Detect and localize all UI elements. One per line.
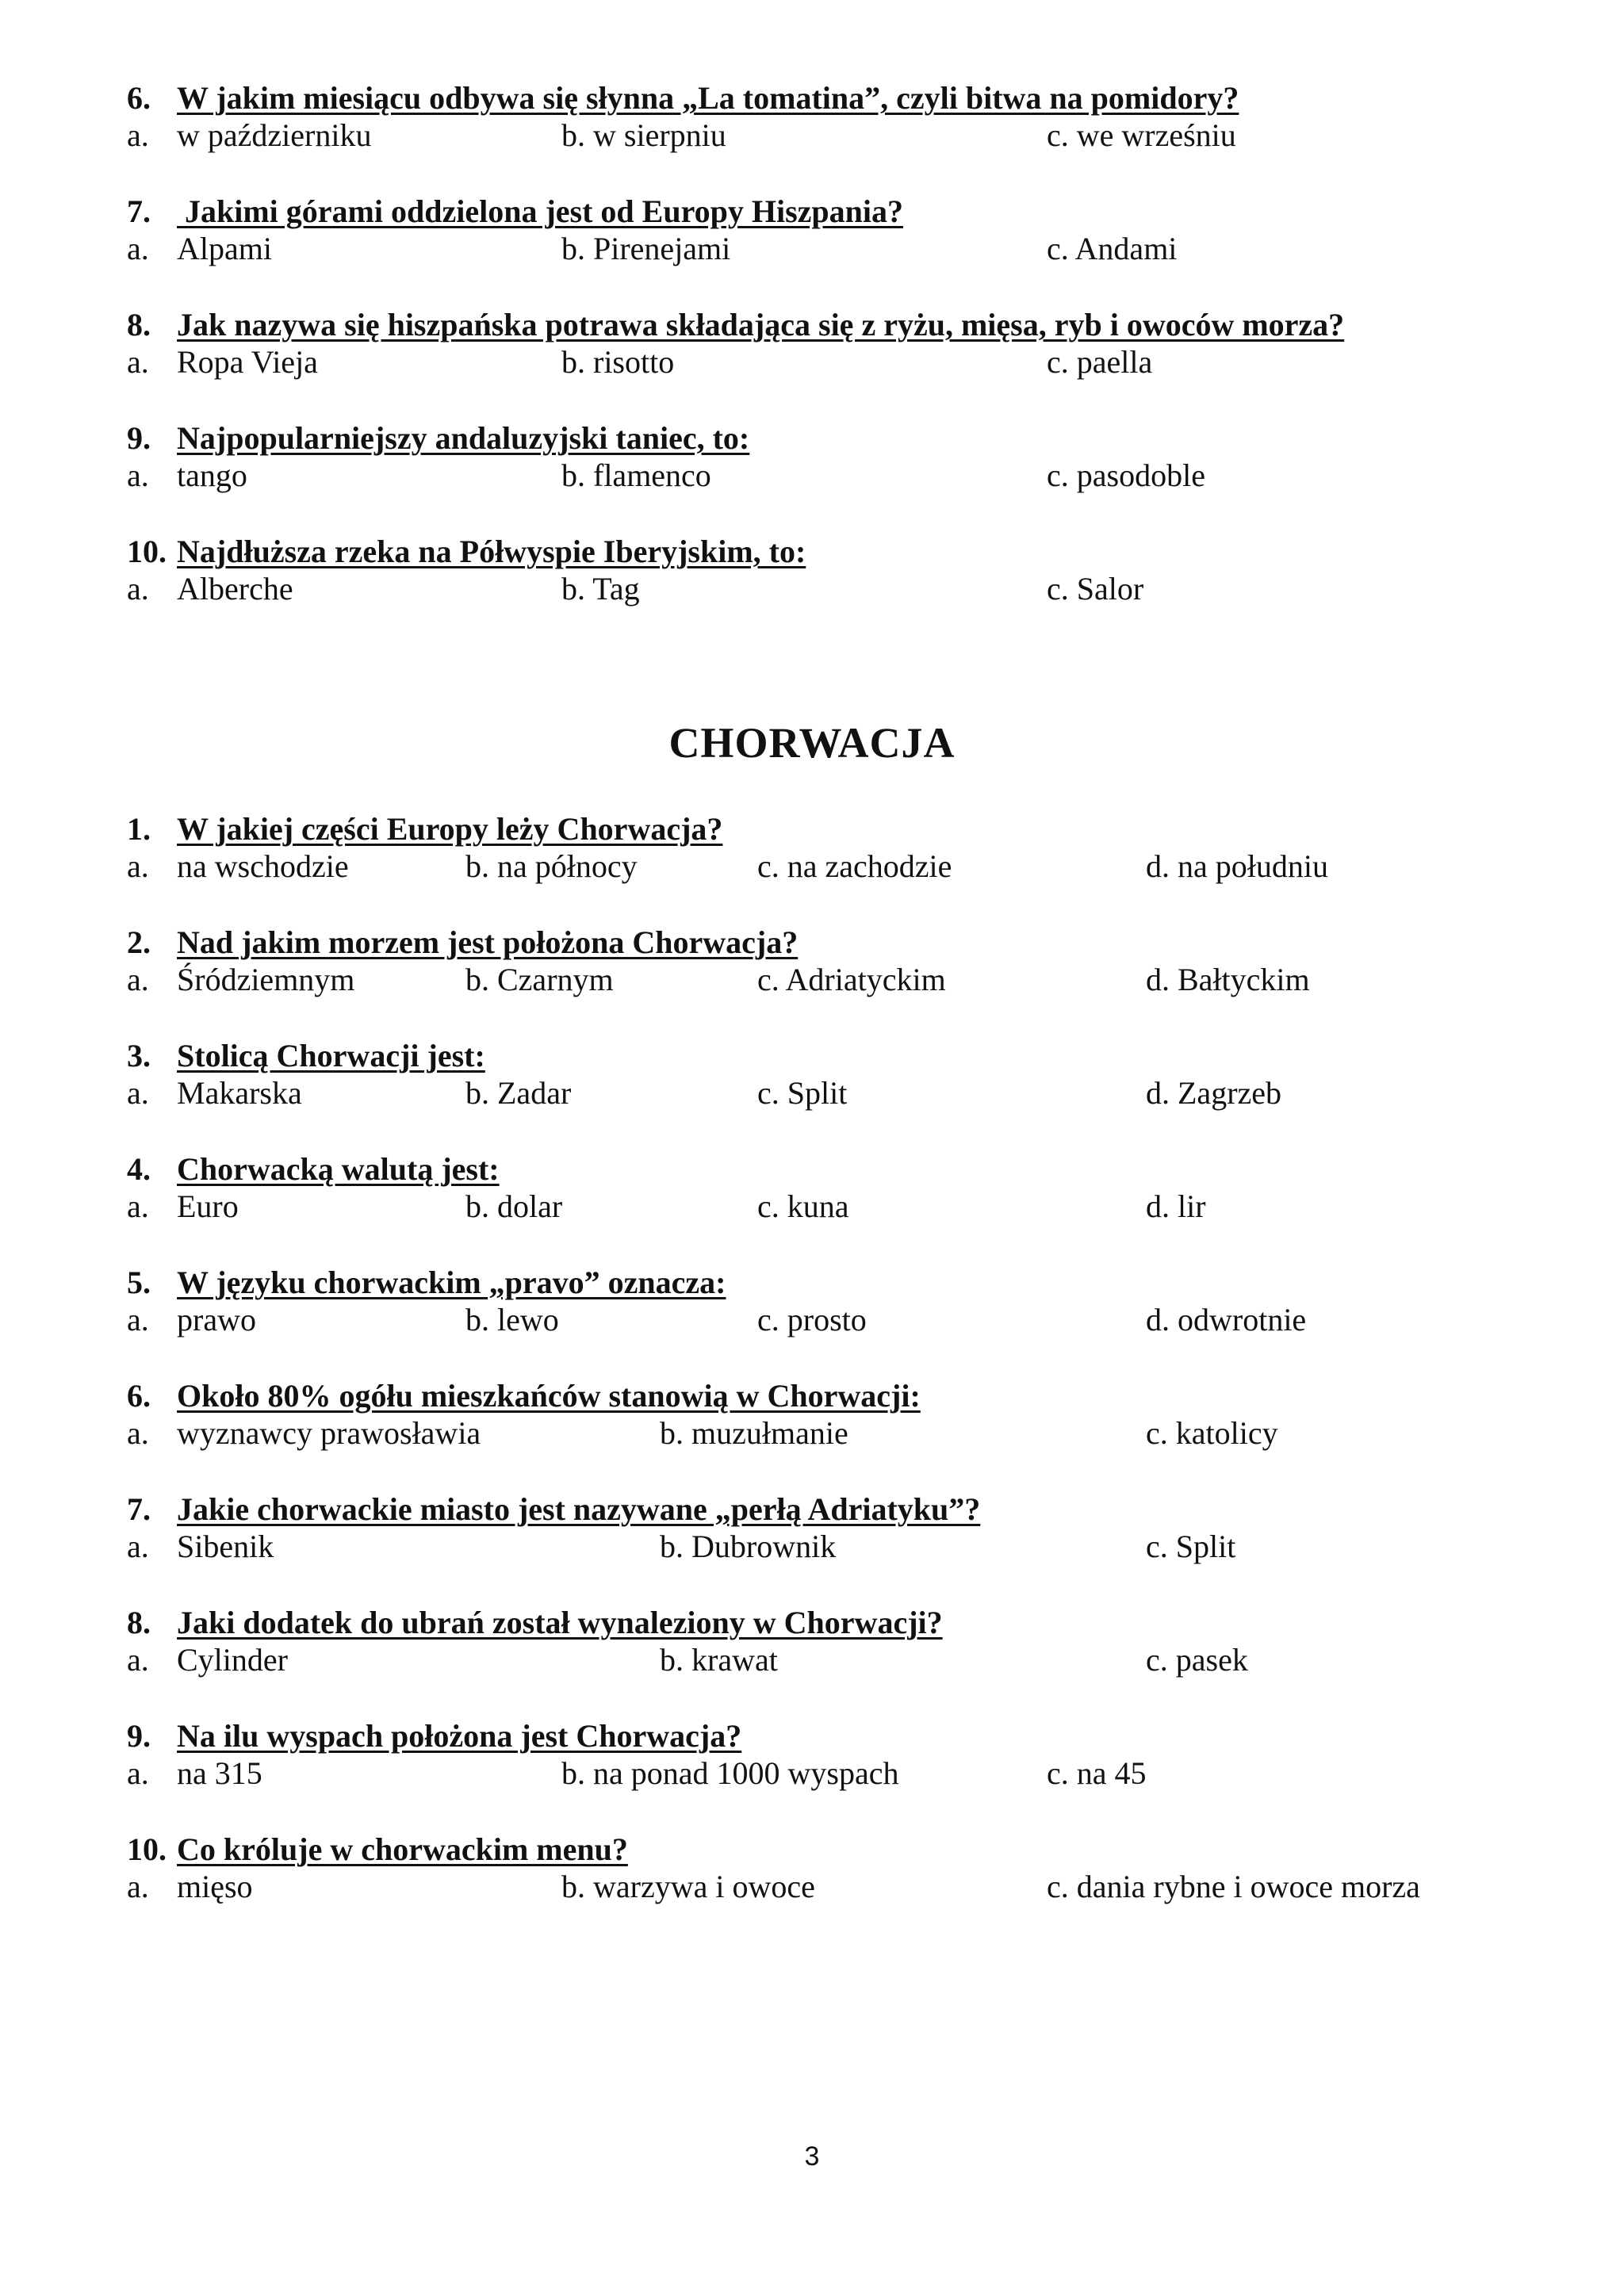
question-number: 4. — [127, 1151, 151, 1187]
answer-row — [127, 960, 1618, 1000]
question-number: 10. — [127, 534, 167, 569]
answer-letter: a. — [127, 1642, 149, 1678]
answer-option-a: na wschodzie — [177, 848, 349, 884]
question-number: 8. — [127, 307, 151, 342]
answer-letter: a. — [127, 1075, 149, 1111]
answer-row — [127, 1640, 1618, 1680]
answer-option-a: mięso — [177, 1869, 253, 1904]
question-text: Jakie chorwackie miasto jest nazywane „perłą Adriatyku”? — [177, 1491, 981, 1527]
answer-option-d: d. na południu — [1146, 848, 1328, 884]
answer-row — [127, 1527, 1618, 1567]
question-number: 9. — [127, 420, 151, 456]
answer-option-a: w październiku — [177, 117, 372, 153]
answer-option-a: Sibenik — [177, 1529, 274, 1564]
answer-option-a: na 315 — [177, 1755, 262, 1791]
answer-option-c: c. Andami — [1047, 231, 1178, 266]
answer-option-c: c. Salor — [1047, 571, 1144, 607]
answer-option-c: c. Split — [757, 1075, 848, 1111]
answer-option-b: b. risotto — [561, 344, 675, 380]
answer-letter: a. — [127, 117, 149, 153]
question-text: W języku chorwackim „pravo” oznacza: — [177, 1265, 726, 1300]
question-text: Jaki dodatek do ubrań został wynaleziony w Chorwacji? — [177, 1605, 943, 1640]
question-text: Na ilu wyspach położona jest Chorwacja? — [177, 1718, 742, 1754]
answer-letter: a. — [127, 571, 149, 607]
answer-option-c: c. paella — [1047, 344, 1153, 380]
question-text: Jak nazywa się hiszpańska potrawa składająca się z ryżu, mięsa, ryb i owoców morza? — [177, 307, 1345, 342]
answer-option-c: c. katolicy — [1146, 1415, 1278, 1451]
answer-option-b: b. Dubrownik — [660, 1529, 837, 1564]
answer-option-c: c. pasek — [1146, 1642, 1248, 1678]
answer-option-c: c. kuna — [757, 1188, 849, 1224]
answer-option-c: c. na 45 — [1047, 1755, 1147, 1791]
answer-row — [127, 116, 1618, 155]
answer-option-c: c. dania rybne i owoce morza — [1047, 1869, 1420, 1904]
answer-letter: a. — [127, 1302, 149, 1337]
answer-option-a: Alberche — [177, 571, 293, 607]
answer-letter: a. — [127, 1188, 149, 1224]
answer-option-a: prawo — [177, 1302, 256, 1337]
question-text: Jakimi górami oddzielona jest od Europy Hiszpania? — [177, 193, 904, 229]
section-title: CHORWACJA — [668, 719, 956, 767]
question-number: 3. — [127, 1038, 151, 1073]
answer-option-c: c. Split — [1146, 1529, 1236, 1564]
question-number: 1. — [127, 811, 151, 847]
answer-letter: a. — [127, 344, 149, 380]
answer-option-b: b. na północy — [465, 848, 638, 884]
answer-row — [127, 229, 1618, 269]
answer-option-d: d. Bałtyckim — [1146, 962, 1310, 997]
answer-option-a: Śródziemnym — [177, 962, 355, 997]
question-text: Chorwacką walutą jest: — [177, 1151, 500, 1187]
question-number: 2. — [127, 924, 151, 960]
answer-row — [127, 1867, 1618, 1907]
answer-row — [127, 1073, 1618, 1113]
question-number: 5. — [127, 1265, 151, 1300]
answer-option-d: d. Zagrzeb — [1146, 1075, 1282, 1111]
question-number: 6. — [127, 80, 151, 116]
question-number: 7. — [127, 193, 151, 229]
answer-option-a: tango — [177, 457, 247, 493]
answer-option-b: b. Tag — [561, 571, 640, 607]
question-number: 10. — [127, 1831, 167, 1867]
answer-option-b: b. Pirenejami — [561, 231, 731, 266]
answer-option-a: Euro — [177, 1188, 239, 1224]
answer-row — [127, 456, 1618, 496]
answer-option-c: c. pasodoble — [1047, 457, 1205, 493]
answer-option-c: c. na zachodzie — [757, 848, 952, 884]
answer-letter: a. — [127, 1415, 149, 1451]
answer-letter: a. — [127, 1529, 149, 1564]
answer-option-a: wyznawcy prawosławia — [177, 1415, 481, 1451]
answer-row — [127, 342, 1618, 382]
answer-row — [127, 569, 1618, 609]
answer-letter: a. — [127, 231, 149, 266]
question-text: Około 80% ogółu mieszkańców stanowią w Chorwacji: — [177, 1378, 921, 1414]
question-text: Co króluje w chorwackim menu? — [177, 1831, 628, 1867]
answer-option-d: d. odwrotnie — [1146, 1302, 1307, 1337]
answer-option-b: b. muzułmanie — [660, 1415, 848, 1451]
answer-row — [127, 1414, 1618, 1453]
answer-letter: a. — [127, 962, 149, 997]
answer-option-c: c. prosto — [757, 1302, 867, 1337]
answer-option-a: Cylinder — [177, 1642, 288, 1678]
answer-option-b: b. warzywa i owoce — [561, 1869, 815, 1904]
page-number: 3 — [804, 2141, 820, 2172]
question-number: 7. — [127, 1491, 151, 1527]
answer-option-b: b. Czarnym — [465, 962, 614, 997]
question-text: Najdłuższa rzeka na Półwyspie Iberyjskim, to: — [177, 534, 806, 569]
answer-option-a: Makarska — [177, 1075, 302, 1111]
answer-letter: a. — [127, 457, 149, 493]
question-text: Stolicą Chorwacji jest: — [177, 1038, 485, 1073]
answer-option-b: b. lewo — [465, 1302, 559, 1337]
answer-letter: a. — [127, 1869, 149, 1904]
answer-option-a: Ropa Vieja — [177, 344, 318, 380]
answer-row — [127, 1300, 1618, 1340]
answer-option-b: b. w sierpniu — [561, 117, 726, 153]
answer-option-a: Alpami — [177, 231, 272, 266]
question-text: W jakiej części Europy leży Chorwacja? — [177, 811, 723, 847]
question-number: 8. — [127, 1605, 151, 1640]
question-number: 9. — [127, 1718, 151, 1754]
answer-option-c: c. Adriatyckim — [757, 962, 946, 997]
answer-option-b: b. flamenco — [561, 457, 711, 493]
question-text: Najpopularniejszy andaluzyjski taniec, to: — [177, 420, 750, 456]
question-text: Nad jakim morzem jest położona Chorwacja? — [177, 924, 799, 960]
answer-option-b: b. krawat — [660, 1642, 778, 1678]
answer-letter: a. — [127, 1755, 149, 1791]
question-text: W jakim miesiącu odbywa się słynna „La tomatina”, czyli bitwa na pomidory? — [177, 80, 1239, 116]
answer-letter: a. — [127, 848, 149, 884]
answer-option-b: b. dolar — [465, 1188, 563, 1224]
answer-row — [127, 847, 1618, 886]
answer-option-d: d. lir — [1146, 1188, 1206, 1224]
answer-option-c: c. we wrześniu — [1047, 117, 1236, 153]
answer-row — [127, 1187, 1618, 1226]
answer-option-b: b. Zadar — [465, 1075, 572, 1111]
answer-row — [127, 1754, 1618, 1793]
answer-option-b: b. na ponad 1000 wyspach — [561, 1755, 899, 1791]
question-number: 6. — [127, 1378, 151, 1414]
